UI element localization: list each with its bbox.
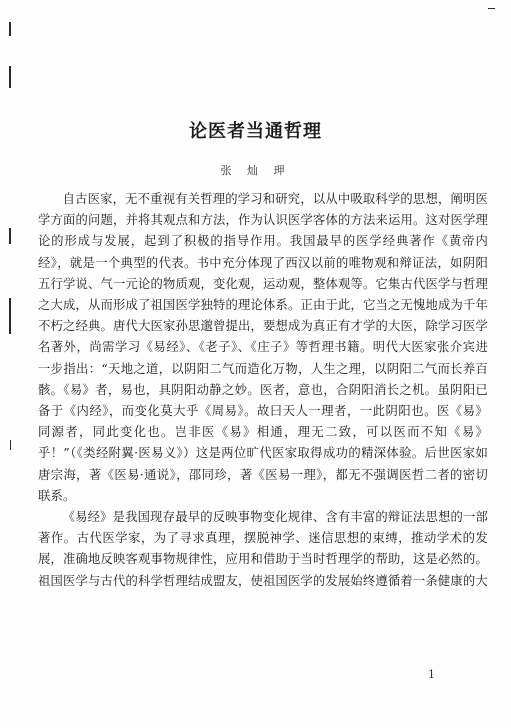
scan-margin-mark bbox=[9, 298, 11, 334]
scan-margin-mark bbox=[488, 8, 495, 9]
article-title: 论医者当通哲理 bbox=[189, 121, 322, 142]
paragraph: 自古医家，无不重视有关哲理的学习和研究，以从中吸取科学的思想，阐明医学方面的问题，并将其观点和方法，作为认识医学客体的方法来运用。这对医学理论的形成与发展，起到了积极的指导作用。我国最早的医学经典著作《黄帝内经》，就是一个典型的代表。书中充分体现了西汉以前的唯物观和辩证法，如阴阳五行学说、气一元论的物质观，变化观，运动观，整体观等。它集古代医学与哲理之大成，从而形成了祖国医学独特的理论体系。正由于此，它当之无愧地成为千年不朽之经典。唐代大医家孙思邈曾提出，要想成为真正有才学的大医，除学习医学名著外，尚需学习《易经》、《老子》、《庄子》等哲理书籍。明代大医家张介宾进一步指出：“天地之道，以阴阳二气而造化万物，人生之理，以阴阳二气而长养百骸。《易》者，易也，具阴阳动静之妙。医者，意也，合阴阳消长之机。虽阴阳已备于《内经》，而变化莫大乎《周易》。故曰天人一理者，一此阴阳也。医《易》同源者，同此变化也。岂非医《易》相通，理无二致，可以医而不知《易》乎！”（《类经附翼·医易义》）这是两位旷代医家取得成功的精深体验。后世医家如唐宗海，著《医易·通说》，邵同珍，著《医易一理》，都无不强调医哲二者的密切联系。 bbox=[38, 192, 488, 503]
page-number: 1 bbox=[428, 668, 435, 681]
paragraph: 《易经》是我国现存最早的反映事物变化规律、含有丰富的辩证法思想的一部著作。古代医学家，为了寻求真理，摆脱神学、迷信思想的束缚，推动学术的发展，准确地反映客观事物规律性，应用和借助于当时哲理学的帮助，这是必然的。祖国医学与古代的科学哲理结成盟友，使祖国医学的发展始终遵循着一条健康的大 bbox=[38, 510, 488, 588]
scan-margin-mark bbox=[10, 440, 11, 450]
scan-margin-mark bbox=[9, 66, 11, 88]
scan-margin-mark bbox=[9, 22, 11, 36]
article-body bbox=[38, 189, 488, 592]
author-name: 张 灿 玾 bbox=[220, 164, 291, 177]
scan-margin-mark bbox=[9, 228, 11, 244]
